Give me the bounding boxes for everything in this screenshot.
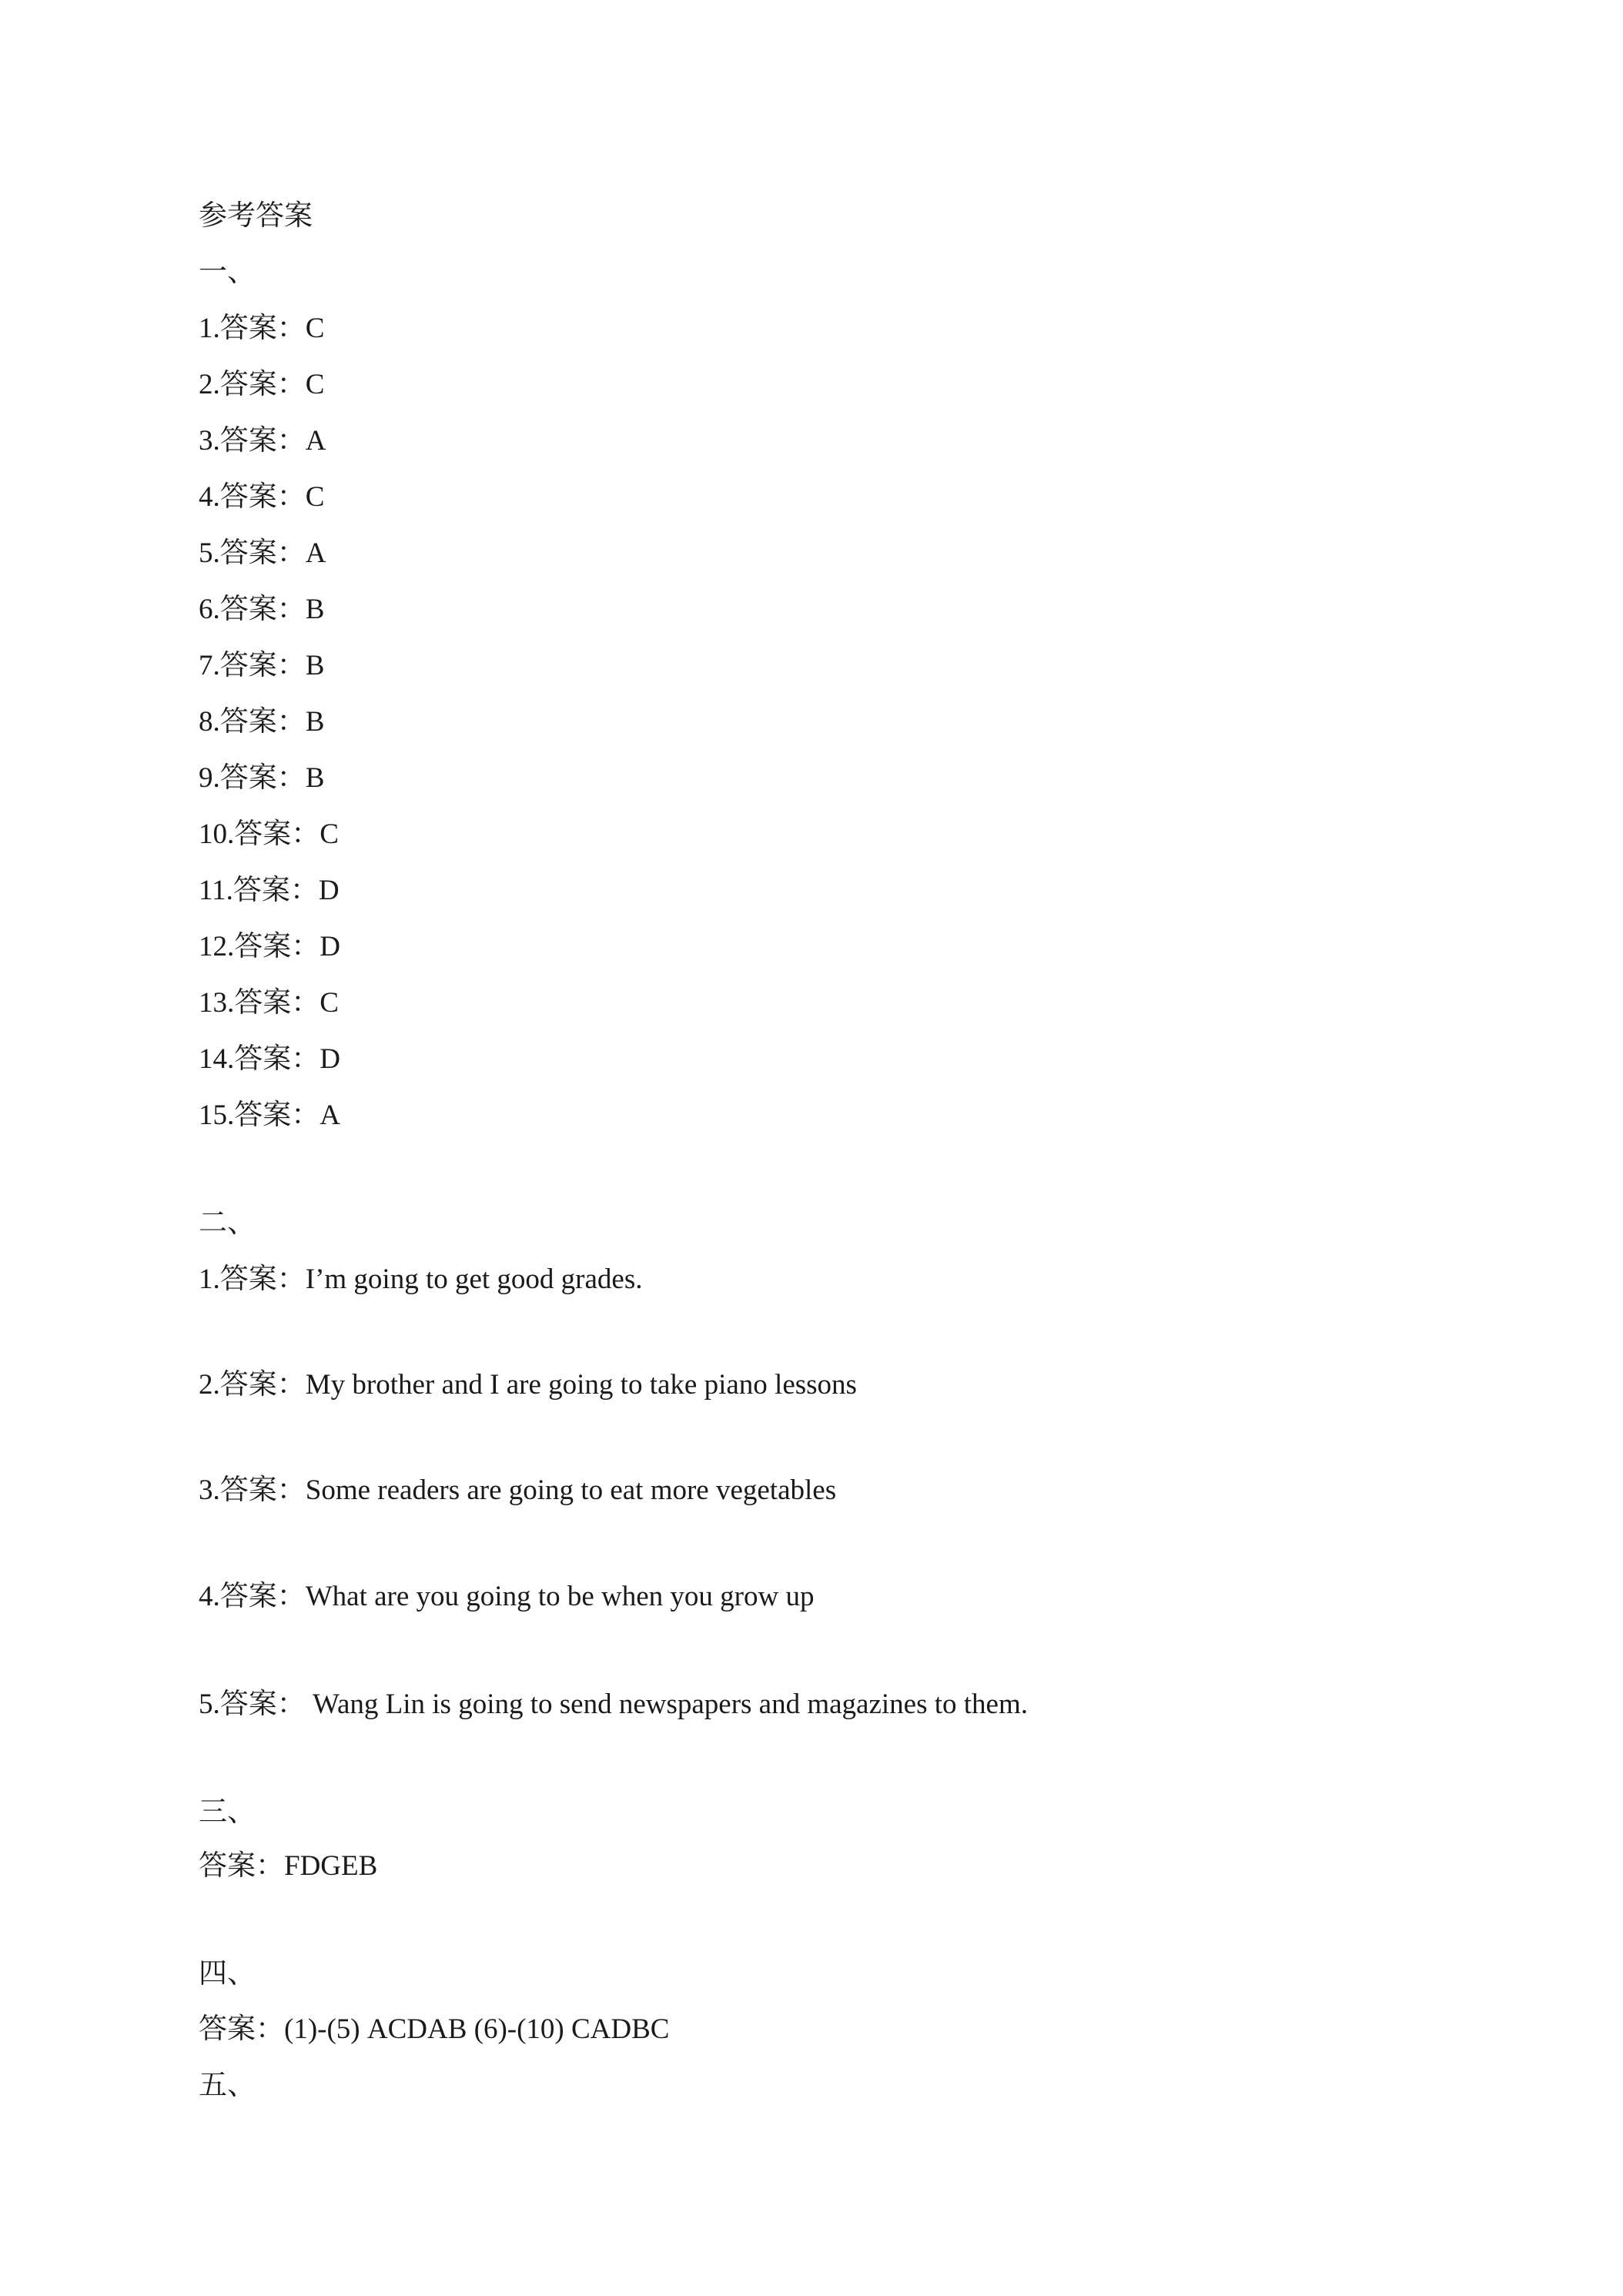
section-2-answer-2: 2.答案：My brother and I are going to take piano lessons <box>199 1369 857 1401</box>
section-1-heading: 一、 <box>199 256 256 288</box>
section-2-answer-4: 4.答案：What are you going to be when you grow up <box>199 1581 815 1612</box>
section-4-heading: 四、 <box>199 1958 256 1990</box>
section-3-heading: 三、 <box>199 1796 256 1828</box>
section-1-answer-13: 13.答案：C <box>199 987 339 1019</box>
section-1-answer-8: 8.答案：B <box>199 706 325 738</box>
section-1-answer-9: 9.答案：B <box>199 762 325 794</box>
section-1-answer-2: 2.答案：C <box>199 369 325 400</box>
section-2-answer-3: 3.答案：Some readers are going to eat more vegetables <box>199 1474 837 1506</box>
section-1-answer-4: 4.答案：C <box>199 481 325 513</box>
section-1-answer-11: 11.答案：D <box>199 875 340 906</box>
section-1-answer-6: 6.答案：B <box>199 594 325 625</box>
section-1-answer-14: 14.答案：D <box>199 1043 340 1075</box>
section-2-answer-1: 1.答案：I’m going to get good grades. <box>199 1263 643 1295</box>
section-1-answer-15: 15.答案：A <box>199 1099 340 1131</box>
section-4-answer: 答案：(1)-(5) ACDAB (6)-(10) CADBC <box>199 2013 670 2045</box>
section-2-answer-5: 5.答案： Wang Lin is going to send newspapers and magazines to them. <box>199 1689 1029 1720</box>
section-2-heading: 二、 <box>199 1207 256 1239</box>
section-3-answer: 答案：FDGEB <box>199 1850 378 1882</box>
section-1-answer-12: 12.答案：D <box>199 931 340 962</box>
section-1-answer-5: 5.答案：A <box>199 537 326 569</box>
section-1-answer-10: 10.答案：C <box>199 818 339 850</box>
section-1-answer-3: 3.答案：A <box>199 425 326 457</box>
page-title: 参考答案 <box>199 200 313 232</box>
section-1-answer-7: 7.答案：B <box>199 650 325 681</box>
section-5-heading: 五、 <box>199 2070 256 2101</box>
section-1-answer-1: 1.答案：C <box>199 313 325 344</box>
